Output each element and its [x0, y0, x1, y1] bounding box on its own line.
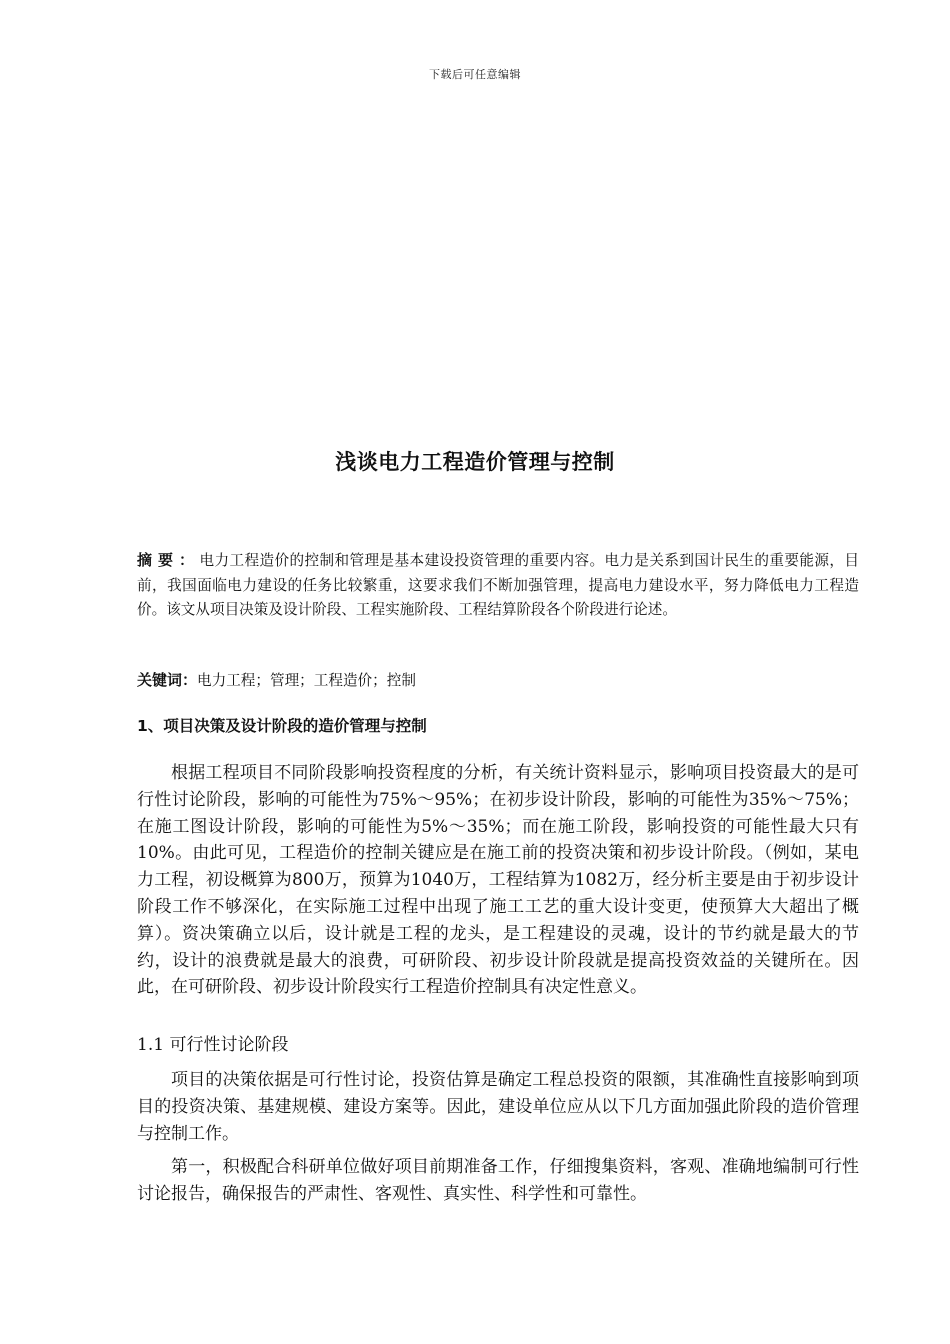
section-1-paragraph: 根据工程项目不同阶段影响投资程度的分析，有关统计资料显示，影响项目投资最大的是可行性讨论阶段，影响的可能性为75%～95%；在初步设计阶段，影响的可能性为35%～75%；在施工图设计阶段，影响的可能性为5%～35%；而在施工阶段，影响投资的可能性最大只有10%。由此可见，工程造价的控制关键应是在施工前的投资决策和初步设计阶段。（例如，某电力工程，初设概算为800万，预算为1040万，工程结算为1082万，经分析主要是由于初步设计阶段工作不够深化，在实际施工过程中出现了施工工艺的重大设计变更，使预算大大超出了概算）。资决策确立以后，设计就是工程的龙头，是工程建设的灵魂，设计的节约就是最大的节约，设计的浪费就是最大的浪费，可研阶段、初步设计阶段就是提高投资效益的关键所在。因此，在可研阶段、初步设计阶段实行工程造价控制具有决定性意义。	[137, 763, 859, 998]
keywords-label: 关键词：	[137, 671, 198, 689]
page-header-note: 下载后可任意编辑	[429, 68, 521, 81]
section-1-1-heading: 1.1 可行性讨论阶段	[137, 1035, 289, 1055]
abstract-block	[137, 548, 859, 623]
abstract-text: 电力工程造价的控制和管理是基本建设投资管理的重要内容。电力是关系到国计民生的重要能源，目前，我国面临电力建设的任务比较繁重，这要求我们不断加强管理，提高电力建设水平，努力降低电力工程造价。该文从项目决策及设计阶段、工程实施阶段、工程结算阶段各个阶段进行论述。	[137, 552, 859, 618]
keywords-text: 电力工程；管理；工程造价；控制	[197, 672, 416, 689]
section-1-1-paragraph-1: 项目的决策依据是可行性讨论，投资估算是确定工程总投资的限额，其准确性直接影响到项目的投资决策、基建规模、建设方案等。因此，建设单位应从以下几方面加强此阶段的造价管理与控制工作。	[137, 1070, 859, 1144]
section-1-heading: 1、项目决策及设计阶段的造价管理与控制	[137, 717, 427, 735]
abstract-label: 摘 要 ：	[137, 551, 195, 569]
section-1-1-paragraph-2: 第一，积极配合科研单位做好项目前期准备工作，仔细搜集资料，客观、准确地编制可行性讨论报告，确保报告的严肃性、客观性、真实性、科学性和可靠性。	[137, 1157, 859, 1204]
keywords-block	[137, 668, 859, 693]
document-title: 浅谈电力工程造价管理与控制	[335, 450, 615, 474]
